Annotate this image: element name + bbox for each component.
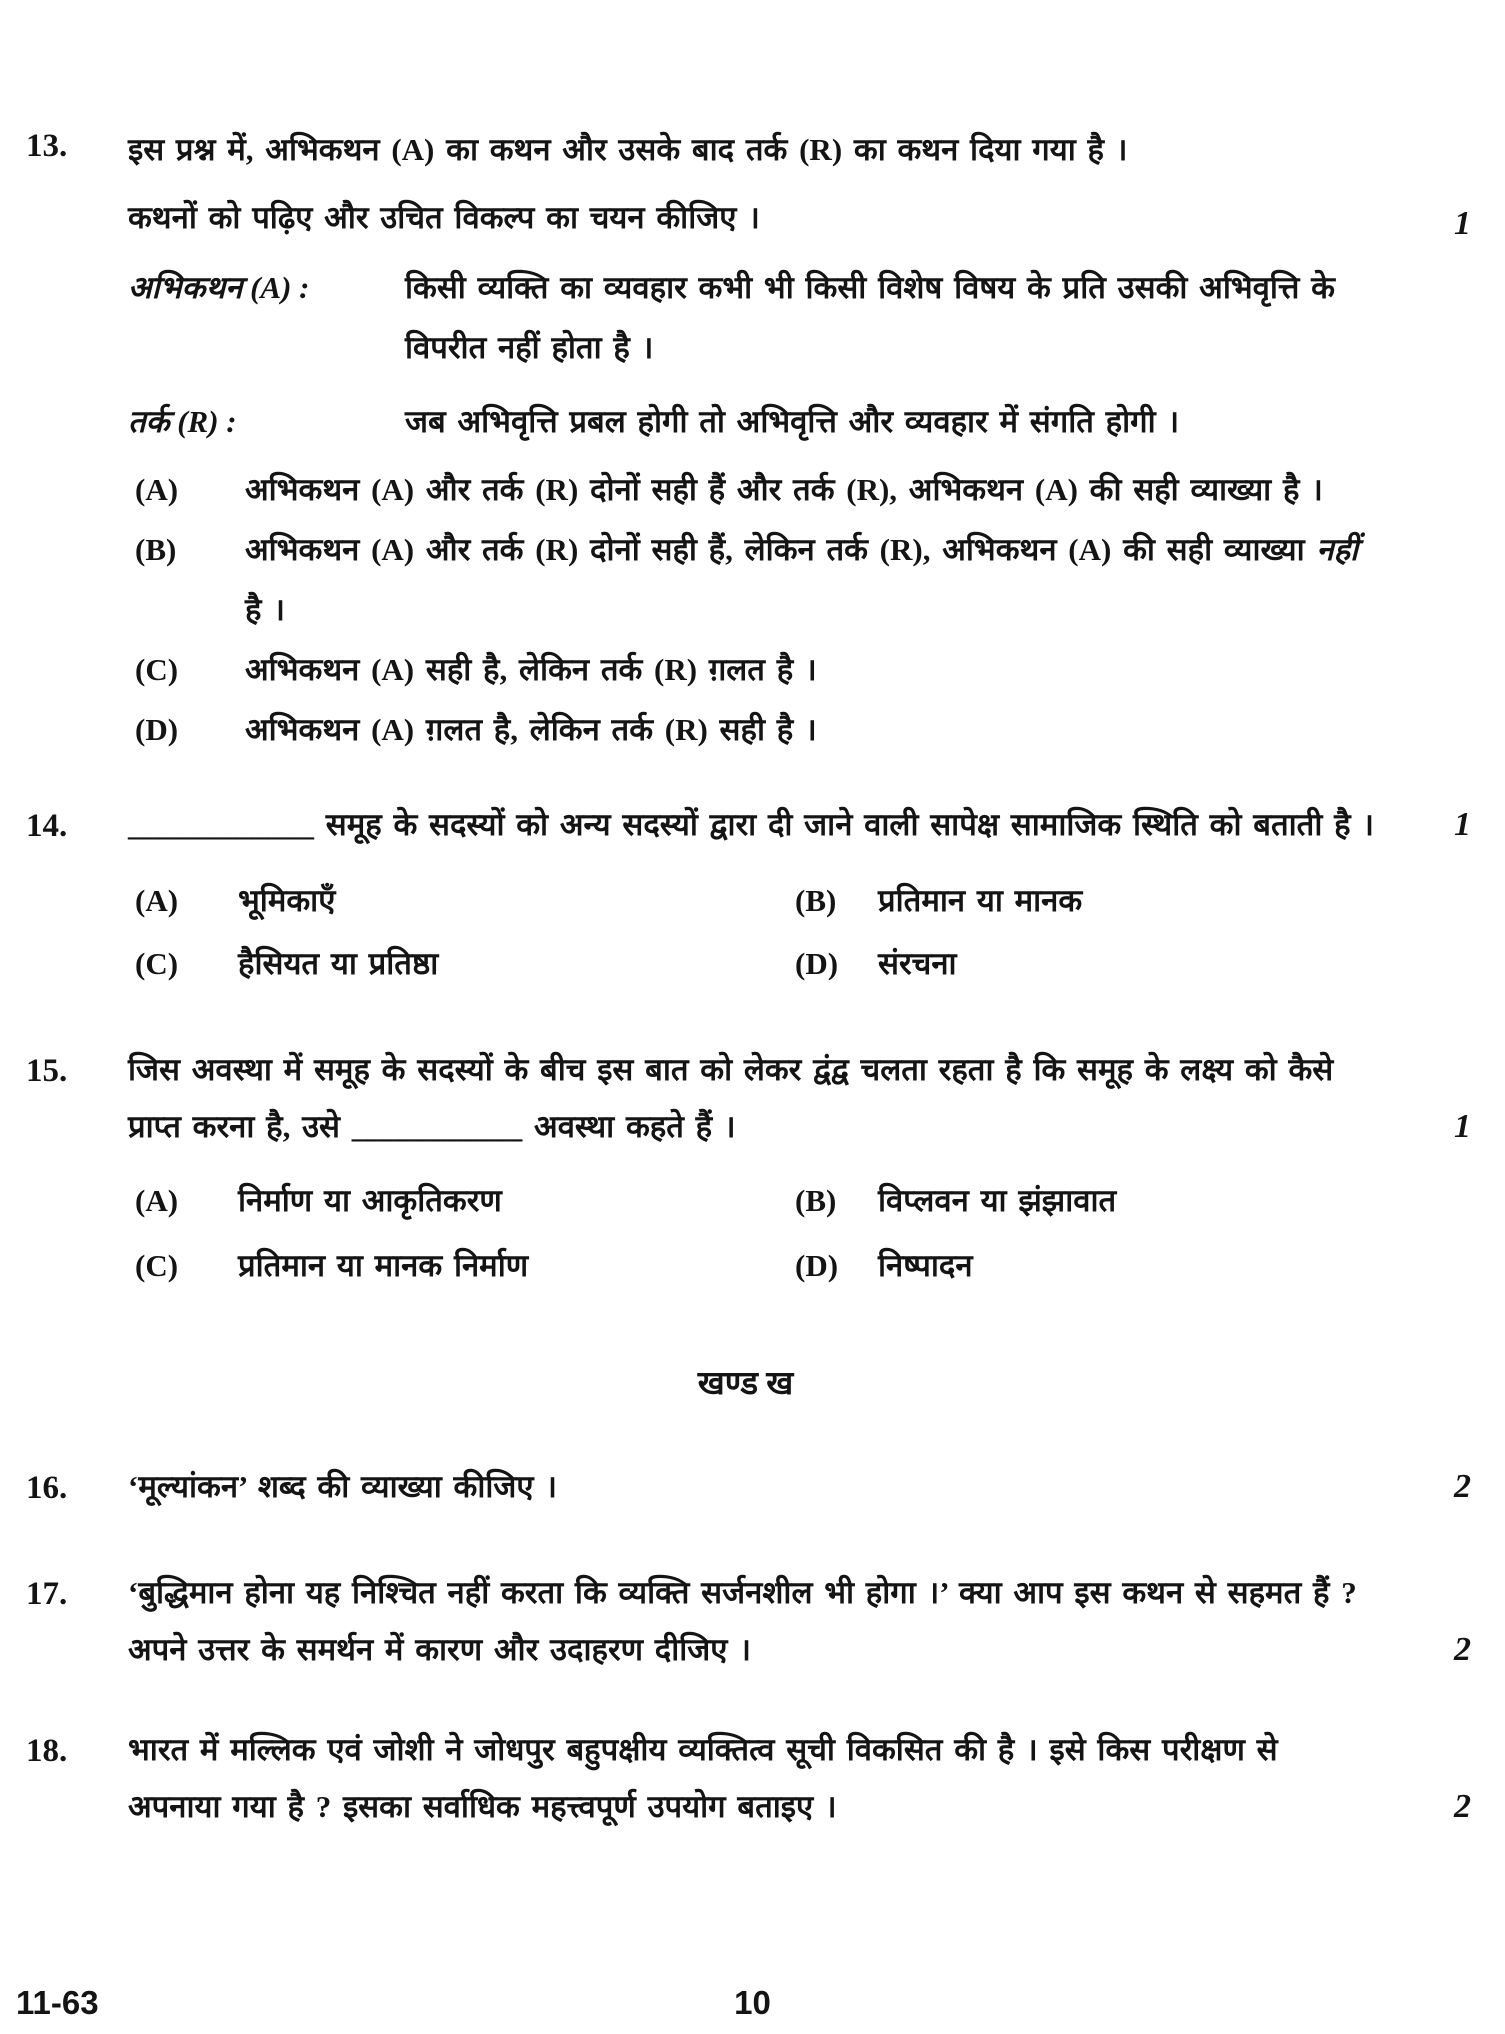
question-16-marks: 2: [1454, 1468, 1471, 1505]
option-b-label: (B): [795, 883, 837, 918]
reason-row: [128, 392, 1465, 452]
question-14-options-row1: [128, 871, 1465, 931]
question-14-statement-row: [128, 796, 1471, 853]
option-a-text: भूमिकाएँ: [238, 883, 336, 918]
question-16-statement-row: [128, 1458, 1471, 1515]
option-b-text-before: अभिकथन (A) और तर्क (R) दोनों सही हैं, लेकिन तर्क (R), अभिकथन (A) की सही व्याख्या: [245, 532, 1317, 567]
question-13-marks: 1: [1454, 205, 1471, 242]
question-15-marks: 1: [1454, 1108, 1471, 1145]
option-b-text-emphasis: नहीं: [1316, 532, 1359, 567]
assertion-row: [128, 258, 1465, 378]
option-a-label: (A): [135, 1183, 179, 1218]
question-17-statement-row: [128, 1564, 1471, 1678]
option-c-label: (C): [135, 652, 179, 687]
option-a-text: निर्माण या आकृतिकरण: [238, 1183, 502, 1218]
page-number: 10: [734, 1984, 771, 2021]
question-13-option-c: [128, 640, 1465, 700]
question-16: [26, 1458, 1471, 1518]
option-c-text: हैसियत या प्रतिष्ठा: [238, 946, 439, 981]
question-18-number: 18.: [26, 1733, 68, 1769]
assertion-label: अभिकथन (A) :: [128, 270, 310, 305]
option-b-text: प्रतिमान या मानक: [878, 883, 1083, 918]
question-13-intro-line2: कथनों को पढ़िए और उचित विकल्प का चयन कीजिए ।: [128, 200, 760, 235]
section-header: खण्ड ख: [697, 1366, 794, 1402]
option-b-text: विप्लवन या झंझावात: [878, 1183, 1117, 1218]
option-d-label: (D): [795, 1248, 839, 1283]
question-14-statement: ____________ समूह के सदस्यों को अन्य सदस्यों द्वारा दी जाने वाली सापेक्ष सामाजिक स्थिति को बताती है ।: [128, 807, 1375, 842]
question-13-option-d: [128, 700, 1465, 760]
question-15-options-row2: [128, 1236, 1465, 1296]
question-18-body: [128, 1721, 1471, 1835]
question-14-body: [128, 796, 1471, 994]
option-a-label: (A): [135, 472, 179, 507]
option-c-label: (C): [135, 1248, 179, 1283]
question-17-body: [128, 1564, 1471, 1678]
assertion-text: किसी व्यक्ति का व्यवहार कभी भी किसी विशेष विषय के प्रति उसकी अभिवृत्ति के विपरीत नहीं होता है ।: [405, 270, 1335, 365]
option-c-text: अभिकथन (A) सही है, लेकिन तर्क (R) ग़लत है ।: [245, 652, 817, 687]
option-d-label: (D): [135, 712, 179, 747]
question-18-statement-row: [128, 1721, 1471, 1835]
question-16-number: 16.: [26, 1470, 68, 1506]
option-c-label: (C): [135, 946, 179, 981]
question-17-marks: 2: [1454, 1631, 1471, 1668]
question-13-option-a: [128, 460, 1465, 520]
question-13-intro-line1: इस प्रश्न में, अभिकथन (A) का कथन और उसके बाद तर्क (R) का कथन दिया गया है ।: [128, 132, 1128, 167]
question-13-statement: [128, 116, 1465, 252]
question-13-option-b: [128, 520, 1465, 640]
question-14-marks: 1: [1454, 806, 1471, 843]
option-d-text: अभिकथन (A) ग़लत है, लेकिन तर्क (R) सही है ।: [245, 712, 817, 747]
option-d-label: (D): [795, 946, 839, 981]
question-15-options-row1: [128, 1171, 1465, 1231]
question-13-body: [128, 116, 1471, 760]
question-17-statement: ‘बुद्धिमान होना यह निश्चित नहीं करता कि व्यक्ति सर्जनशील भी होगा ।’ क्या आप इस कथन से सहमत हैं ? अपने उत्तर के समर्थन में कारण और उदाहरण दीजिए ।: [128, 1575, 1357, 1667]
question-18-statement: भारत में मल्लिक एवं जोशी ने जोधपुर बहुपक्षीय व्यक्तित्व सूची विकसित की है । इसे किस परीक्षण से अपनाया गया है ? इसका सर्वाधिक महत्त्वपूर्ण उपयोग बताइए ।: [128, 1732, 1278, 1824]
option-b-label: (B): [135, 532, 177, 567]
question-13-number: 13.: [26, 128, 68, 164]
option-d-text: निष्पादन: [878, 1248, 973, 1283]
option-a-label: (A): [135, 883, 179, 918]
option-c-text: प्रतिमान या मानक निर्माण: [238, 1248, 529, 1283]
option-a-text: अभिकथन (A) और तर्क (R) दोनों सही हैं और तर्क (R), अभिकथन (A) की सही व्याख्या है ।: [245, 472, 1323, 507]
question-14-number: 14.: [26, 808, 68, 844]
question-18: [26, 1721, 1471, 1835]
page-footer: [0, 1984, 1505, 2034]
question-15-statement: जिस अवस्था में समूह के सदस्यों के बीच इस बात को लेकर द्वंद्व चलता रहता है कि समूह के लक्ष्य को कैसे प्राप्त करना है, उसे ___________ अवस्था कहते हैं ।: [128, 1052, 1334, 1144]
reason-text: जब अभिवृत्ति प्रबल होगी तो अभिवृत्ति और व्यवहार में संगति होगी ।: [405, 404, 1180, 439]
question-16-statement: ‘मूल्यांकन’ शब्द की व्याख्या कीजिए ।: [128, 1469, 558, 1504]
question-16-body: [128, 1458, 1471, 1518]
option-b-label: (B): [795, 1183, 837, 1218]
question-17-number: 17.: [26, 1576, 68, 1612]
question-13-statement-row: [128, 116, 1471, 252]
option-b-text: [245, 520, 1465, 640]
question-15: [26, 1041, 1471, 1296]
question-15-body: [128, 1041, 1471, 1296]
question-14: [26, 796, 1471, 994]
paper-code: 11-63: [16, 1984, 99, 2021]
question-17: [26, 1564, 1471, 1678]
reason-label: तर्क (R) :: [128, 404, 237, 439]
question-15-number: 15.: [26, 1053, 68, 1089]
section-header-row: [26, 1354, 1465, 1414]
option-b-text-after: है ।: [245, 592, 285, 627]
question-15-statement-row: [128, 1041, 1471, 1155]
question-13: [26, 116, 1471, 760]
question-18-marks: 2: [1454, 1788, 1471, 1825]
option-d-text: संरचना: [878, 946, 957, 981]
question-14-options-row2: [128, 934, 1465, 994]
